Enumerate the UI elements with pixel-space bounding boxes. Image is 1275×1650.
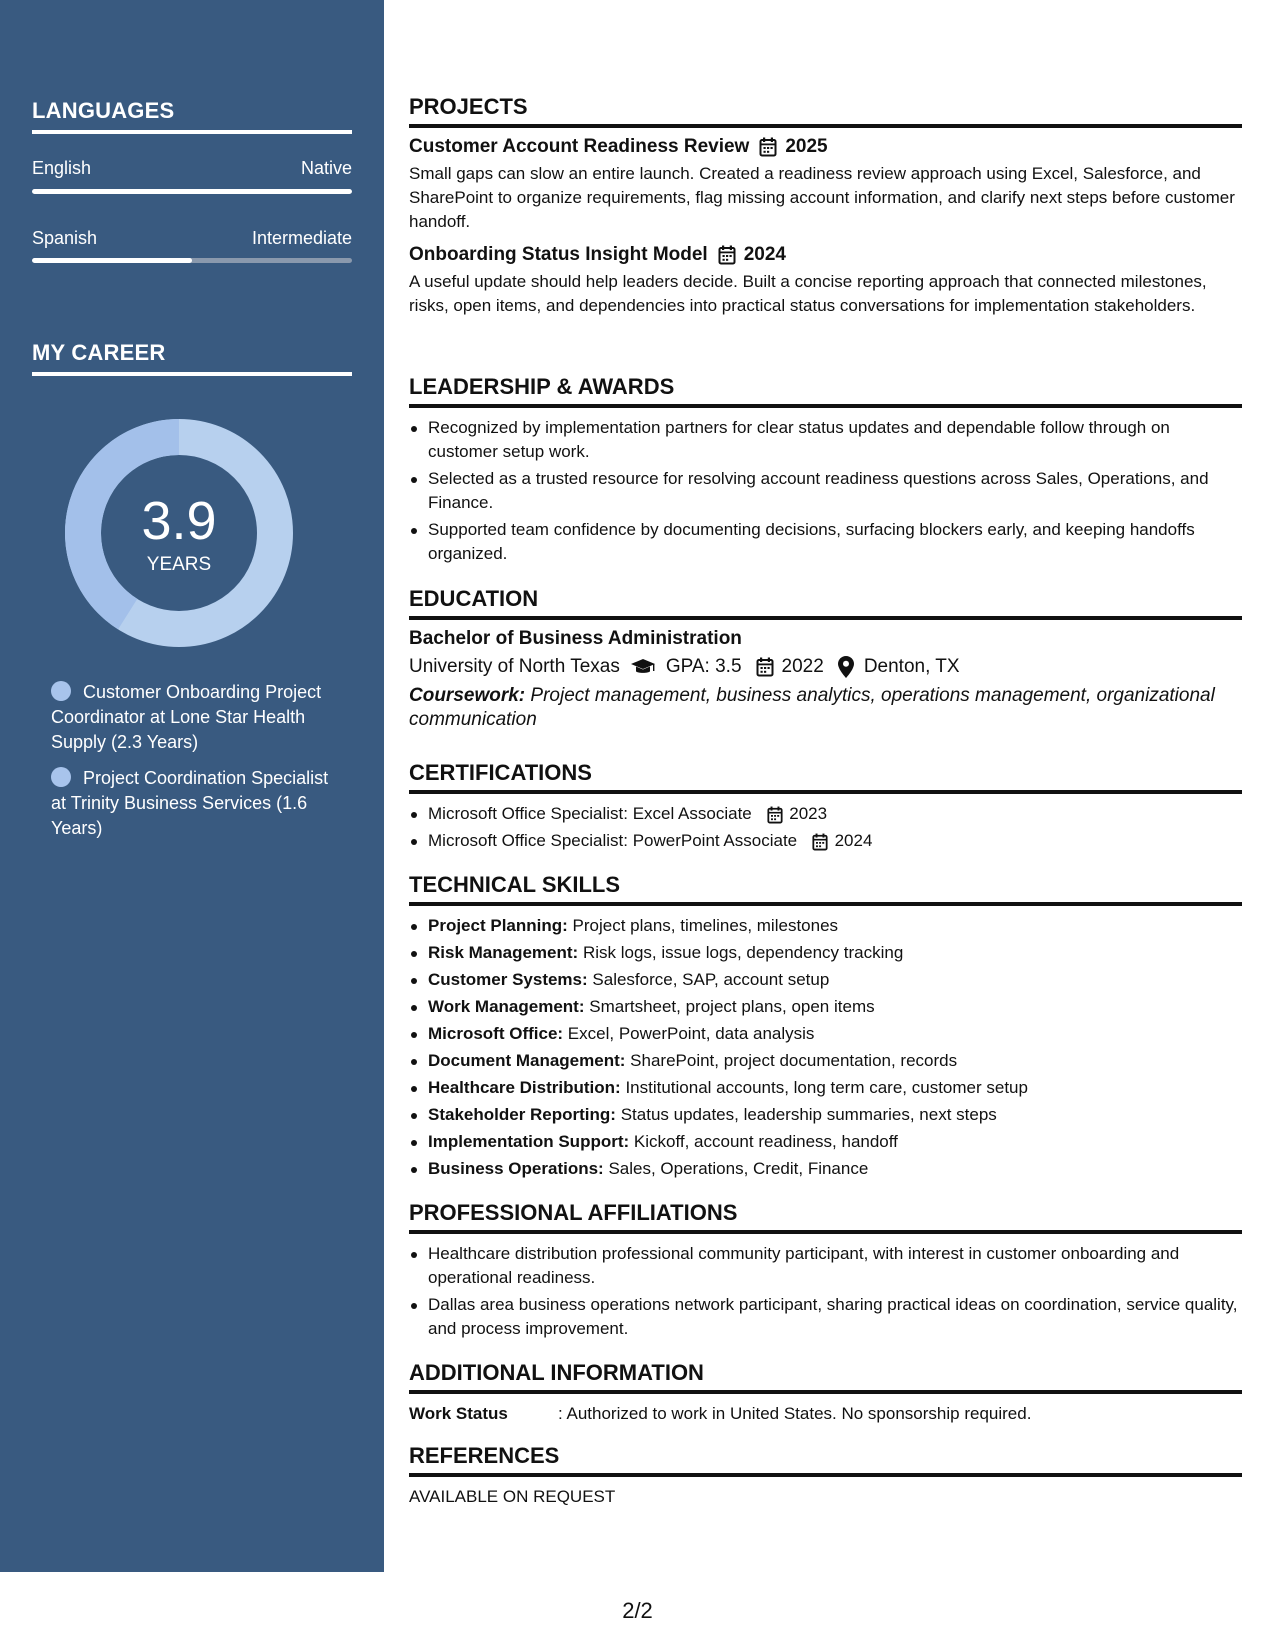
project-description: A useful update should help leaders decide. Built a concise reporting approach that connected milestones, risks, open items, and dependencies into practical status conversations for implementation stakeholders. [409,272,1207,315]
school-location: Denton, TX [863,656,960,677]
school-name: University of North Texas [409,656,620,677]
certification-year: 2023 [789,804,828,823]
project-description: Small gaps can slow an entire launch. Created a readiness review approach using Excel, Salesforce, and SharePoint to organize requirements, flag missing account information, and clarify next steps before customer handoff. [409,164,1235,231]
affiliations-list [409,1242,1242,1341]
skill-value: Risk logs, issue logs, dependency tracking [582,943,904,962]
education-details [409,656,1242,678]
career-donut [64,418,294,648]
project-name: Customer Account Readiness Review [409,136,750,157]
list-item [409,802,1242,826]
coursework-label: Coursework: [409,685,526,706]
skill-item [409,1076,1242,1100]
career-item [51,680,341,755]
career-dot-icon [51,681,71,701]
calendar-icon [759,137,777,157]
skill-value: SharePoint, project documentation, records [630,1051,958,1070]
language-fill-english [32,189,352,194]
career-years-value: 3.9 [141,491,217,551]
project-date [759,136,827,158]
certifications-heading: CERTIFICATIONS [409,760,1242,794]
degree-title: Bachelor of Business Administration [409,628,742,649]
career-years-unit: YEARS [146,554,212,575]
location-pin-icon [838,656,854,678]
certification-name: Microsoft Office Specialist: PowerPoint Associate [428,831,798,850]
list-item: Recognized by implementation partners for clear status updates and dependable follow through on customer setup work. [409,416,1242,464]
list-item: Selected as a trusted resource for resolving account readiness questions across Sales, Operations, and Finance. [409,467,1242,515]
skill-item [409,1157,1242,1181]
skill-item [409,1103,1242,1127]
certification-name: Microsoft Office Specialist: Excel Associate [428,804,752,823]
graduation-year: 2022 [781,656,824,677]
skill-label: Microsoft Office: [428,1024,564,1043]
skill-value: Salesforce, SAP, account setup [592,970,830,989]
career-item [51,766,341,841]
skill-value: Smartsheet, project plans, open items [589,997,875,1016]
calendar-icon [812,833,828,851]
skill-label: Risk Management: [428,943,579,962]
certification-year: 2024 [834,831,873,850]
work-status-value: : Authorized to work in United States. No sponsorship required. [558,1404,1032,1423]
projects-heading: PROJECTS [409,94,1242,128]
language-name: English [32,158,92,178]
project-name: Onboarding Status Insight Model [409,244,708,265]
education-heading: EDUCATION [409,586,1242,620]
skill-item [409,1022,1242,1046]
language-fill-spanish [32,258,192,263]
work-status-label: Work Status [409,1404,508,1423]
skill-label: Document Management: [428,1051,626,1070]
skill-label: Project Planning: [428,916,568,935]
career-heading: MY CAREER [32,340,352,376]
skills-heading: TECHNICAL SKILLS [409,872,1242,906]
gpa: GPA: 3.5 [665,656,742,677]
skill-label: Healthcare Distribution: [428,1078,621,1097]
skill-item [409,941,1242,965]
skill-label: Business Operations: [428,1159,604,1178]
language-row-spanish [32,228,352,249]
references-text: AVAILABLE ON REQUEST [409,1487,616,1506]
additional-heading: ADDITIONAL INFORMATION [409,1360,1242,1394]
skill-value: Institutional accounts, long term care, customer setup [625,1078,1028,1097]
skill-value: Project plans, timelines, milestones [572,916,839,935]
language-name: Spanish [32,228,98,248]
work-status-row [409,1402,1242,1426]
project-title [409,244,1242,266]
additional-section [409,1360,1242,1426]
calendar-icon [718,245,736,265]
references-heading: REFERENCES [409,1443,1242,1477]
affiliations-section [409,1200,1242,1341]
projects-section [409,94,1242,318]
languages-heading: LANGUAGES [32,98,352,134]
skill-value: Sales, Operations, Credit, Finance [608,1159,869,1178]
leadership-list [409,416,1242,566]
skill-label: Stakeholder Reporting: [428,1105,616,1124]
skill-label: Work Management: [428,997,585,1016]
skill-item [409,1130,1242,1154]
affiliations-heading: PROFESSIONAL AFFILIATIONS [409,1200,1242,1234]
career-item-label: Project Coordination Specialist at Trinity Business Services (1.6 Years) [51,768,329,838]
calendar-icon [767,806,783,824]
list-item: Supported team confidence by documenting decisions, surfacing blockers early, and keeping handoffs organized. [409,518,1242,566]
skills-list [409,914,1242,1181]
skill-value: Status updates, leadership summaries, next steps [620,1105,997,1124]
skill-item [409,914,1242,938]
leadership-heading: LEADERSHIP & AWARDS [409,374,1242,408]
education-section [409,586,1242,732]
page-number: 2/2 [622,1598,653,1623]
calendar-icon [756,657,774,677]
career-dot-icon [51,767,71,787]
certifications-section [409,760,1242,853]
certifications-list [409,802,1242,853]
skill-item [409,968,1242,992]
language-bar-spanish [32,258,352,263]
list-item [409,829,1242,853]
skill-label: Implementation Support: [428,1132,630,1151]
career-item-label: Customer Onboarding Project Coordinator at Lone Star Health Supply (2.3 Years) [51,682,322,752]
project-year: 2024 [743,244,786,265]
project-title [409,136,1242,158]
coursework-text: Project management, business analytics, operations management, organizational communication [409,685,1215,730]
skill-item [409,1049,1242,1073]
language-bar-english [32,189,352,194]
graduation-cap-icon [630,658,656,676]
list-item: Healthcare distribution professional community participant, with interest in customer onboarding and operational readiness. [409,1242,1242,1290]
skills-section [409,872,1242,1181]
list-item: Dallas area business operations network participant, sharing practical ideas on coordination, service quality, and process improvement. [409,1293,1242,1341]
skill-value: Excel, PowerPoint, data analysis [567,1024,815,1043]
leadership-section [409,374,1242,566]
language-row-english [32,158,352,179]
project-date [718,244,786,266]
references-section [409,1443,1242,1509]
language-level: Native [300,158,352,178]
language-level: Intermediate [251,228,352,248]
sidebar [0,0,384,1572]
project-year: 2025 [785,136,828,157]
skill-label: Customer Systems: [428,970,588,989]
skill-item [409,995,1242,1019]
coursework [409,684,1242,732]
skill-value: Kickoff, account readiness, handoff [633,1132,898,1151]
